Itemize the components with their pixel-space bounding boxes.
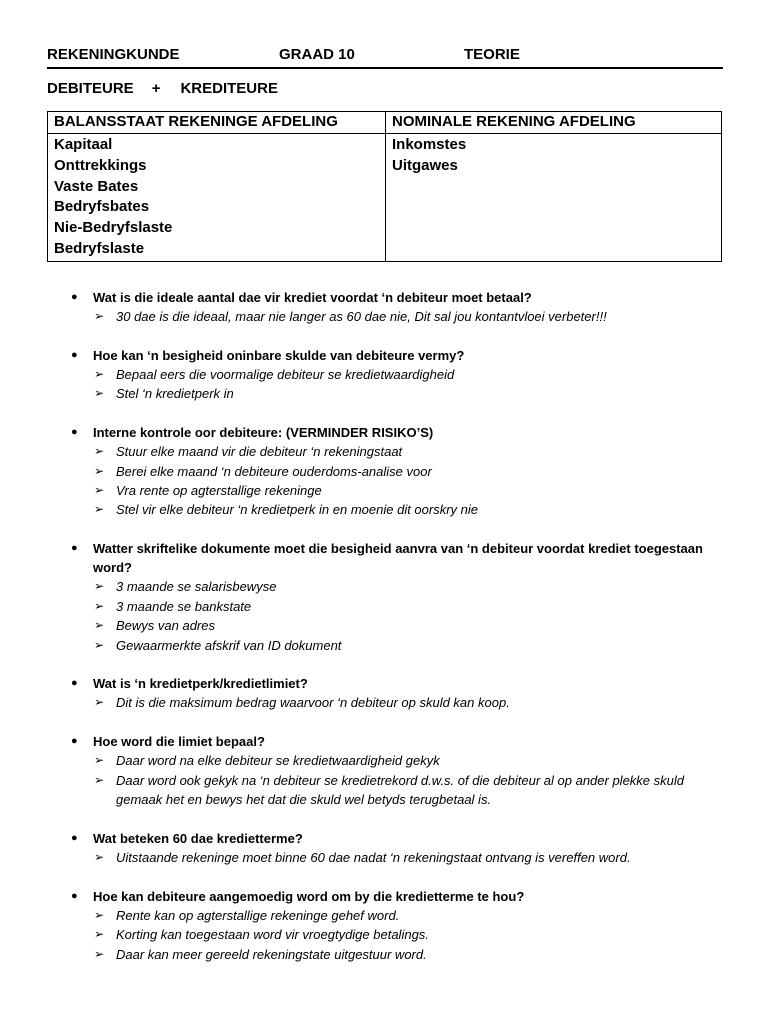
arrow-bullet-icon: ➢ [94, 463, 105, 478]
balance-sheet-item: Vaste Bates [54, 177, 139, 195]
question-text: Hoe word die limiet bepaal? [93, 734, 265, 750]
answer-text: 30 dae is die ideaal, maar nie langer as 60 dae nie, Dit sal jou kontantvloei verbeter!!! [116, 309, 607, 324]
answer-text: 3 maande se bankstate [116, 598, 252, 614]
accounts-table [47, 111, 722, 262]
answer-text: Bewys van adres [116, 618, 215, 634]
balance-sheet-cell [48, 134, 386, 262]
answer-text: Gewaarmerkte afskrif van ID dokument [116, 637, 342, 653]
answer-item [47, 945, 727, 964]
answer-text: Daar word ook gekyk na ‘n debiteur se kredietrekord d.w.s. of die debiteur al op ander plekke skuld gemaak het en bewys het dat die skuld wel betyds terugbetaal is. [116, 772, 684, 808]
question-ideal-credit-days [47, 288, 727, 307]
question-text: Watter skriftelike dokumente moet die besigheid aanvra van ‘n debiteur voordat krediet toegestaan word? [93, 541, 703, 576]
answer-item [47, 462, 727, 481]
nominal-item: Uitgawes [392, 156, 458, 174]
question-encourage-debtors [47, 887, 727, 906]
arrow-bullet-icon: ➢ [94, 908, 105, 922]
question-text: Hoe kan debiteure aangemoedig word om by die kredietterme te hou? [93, 889, 525, 904]
bullet-icon: ● [71, 735, 78, 748]
nominal-item: Inkomstes [392, 136, 467, 153]
answer-text: Vra rente op agterstallige rekeninge [116, 483, 322, 499]
balance-sheet-item: Onttrekkings [54, 156, 147, 174]
answer-text: Stel ‘n kredietperk in [116, 386, 234, 402]
bullet-icon: ● [71, 291, 78, 303]
balance-sheet-item: Kapitaal [54, 136, 113, 153]
answer-item [47, 636, 727, 655]
question-bad-debts [47, 346, 727, 365]
topic-creditors: KREDITEURE [180, 80, 278, 97]
answer-item [47, 616, 727, 635]
answer-item [47, 365, 727, 384]
answer-item [47, 384, 727, 403]
topic-plus: + [151, 80, 161, 97]
answer-item [47, 906, 727, 925]
balance-sheet-item: Nie-Bedryfslaste [54, 219, 173, 237]
answer-text: Bepaal eers die voormalige debiteur se kredietwaardigheid [116, 366, 455, 382]
answer-text: Berei elke maand ‘n debiteure ouderdoms-analise voor [116, 463, 432, 479]
bullet-icon: ● [71, 426, 78, 439]
question-credit-terms [47, 829, 727, 848]
arrow-bullet-icon: ➢ [94, 850, 105, 865]
answer-text: Daar kan meer gereeld rekeningstate uitgestuur word. [116, 946, 427, 962]
topic-debtors: DEBITEURE [47, 80, 134, 97]
answer-text: Daar word na elke debiteur se kredietwaardigheid gekyk [116, 753, 440, 769]
answer-item [47, 577, 727, 596]
question-credit-limit [47, 674, 727, 693]
arrow-bullet-icon: ➢ [94, 598, 105, 613]
header-rule [47, 67, 723, 69]
balance-sheet-header: BALANSSTAAT REKENINGE AFDELING [48, 112, 386, 134]
answer-text: Uitstaande rekeninge moet binne 60 dae nadat ‘n rekeningstaat ontvang is vereffen word. [116, 850, 631, 866]
answer-item [47, 848, 727, 867]
answer-text: Stel vir elke debiteur ‘n kredietperk in en moenie dit oorskry nie [116, 502, 479, 518]
answer-item [47, 597, 727, 616]
arrow-bullet-icon: ➢ [94, 444, 105, 459]
bullet-icon: ● [71, 542, 78, 555]
question-text: Interne kontrole oor debiteure: (VERMINDER RISIKO’S) [93, 425, 434, 441]
bullet-icon: ● [71, 677, 78, 690]
bullet-icon: ● [71, 348, 78, 361]
bullet-icon: ● [71, 890, 78, 902]
question-limit-determined [47, 732, 727, 751]
grade-label: GRAAD 10 [279, 46, 355, 63]
balance-sheet-item: Bedryfsbates [54, 198, 150, 216]
question-internal-control [47, 423, 727, 442]
balance-sheet-item: Bedryfslaste [54, 239, 145, 257]
answer-item [47, 307, 727, 326]
answer-item [47, 693, 727, 712]
answer-text: Korting kan toegestaan word vir vroegtydige betalings. [116, 927, 429, 943]
answer-text: Dit is die maksimum bedrag waarvoor ‘n debiteur op skuld kan koop. [116, 695, 510, 711]
nominal-accounts-header: NOMINALE REKENING AFDELING [386, 112, 722, 134]
question-list [47, 288, 727, 964]
arrow-bullet-icon: ➢ [94, 946, 105, 961]
document-header [47, 44, 723, 66]
arrow-bullet-icon: ➢ [94, 502, 105, 517]
arrow-bullet-icon: ➢ [94, 927, 105, 942]
arrow-bullet-icon: ➢ [94, 637, 105, 652]
arrow-bullet-icon: ➢ [94, 483, 105, 498]
answer-item [47, 481, 727, 500]
question-text: Hoe kan ‘n besigheid oninbare skulde van debiteure vermy? [93, 347, 465, 363]
topic-subtitle [47, 80, 278, 97]
question-text: Wat is die ideale aantal dae vir krediet voordat ‘n debiteur moet betaal? [93, 290, 532, 305]
question-text: Wat beteken 60 dae kredietterme? [93, 831, 303, 847]
answer-item [47, 500, 727, 519]
answer-item [47, 751, 727, 770]
arrow-bullet-icon: ➢ [94, 309, 105, 323]
answer-text: Rente kan op agterstallige rekeninge gehef word. [116, 908, 400, 923]
bullet-icon: ● [71, 832, 78, 845]
answer-item [47, 925, 727, 944]
arrow-bullet-icon: ➢ [94, 618, 105, 633]
arrow-bullet-icon: ➢ [94, 579, 105, 594]
answer-text: 3 maande se salarisbewyse [116, 579, 277, 595]
arrow-bullet-icon: ➢ [94, 386, 105, 401]
question-written-documents [47, 539, 727, 577]
arrow-bullet-icon: ➢ [94, 772, 105, 787]
answer-item [47, 442, 727, 461]
subject-title: REKENINGKUNDE [47, 46, 180, 63]
nominal-accounts-cell [386, 134, 722, 262]
document-type-label: TEORIE [464, 46, 520, 63]
arrow-bullet-icon: ➢ [94, 753, 105, 768]
arrow-bullet-icon: ➢ [94, 366, 105, 381]
answer-item [47, 771, 727, 810]
answer-text: Stuur elke maand vir die debiteur ‘n rekeningstaat [116, 444, 403, 460]
question-text: Wat is ‘n kredietperk/kredietlimiet? [93, 676, 308, 692]
arrow-bullet-icon: ➢ [94, 695, 105, 710]
